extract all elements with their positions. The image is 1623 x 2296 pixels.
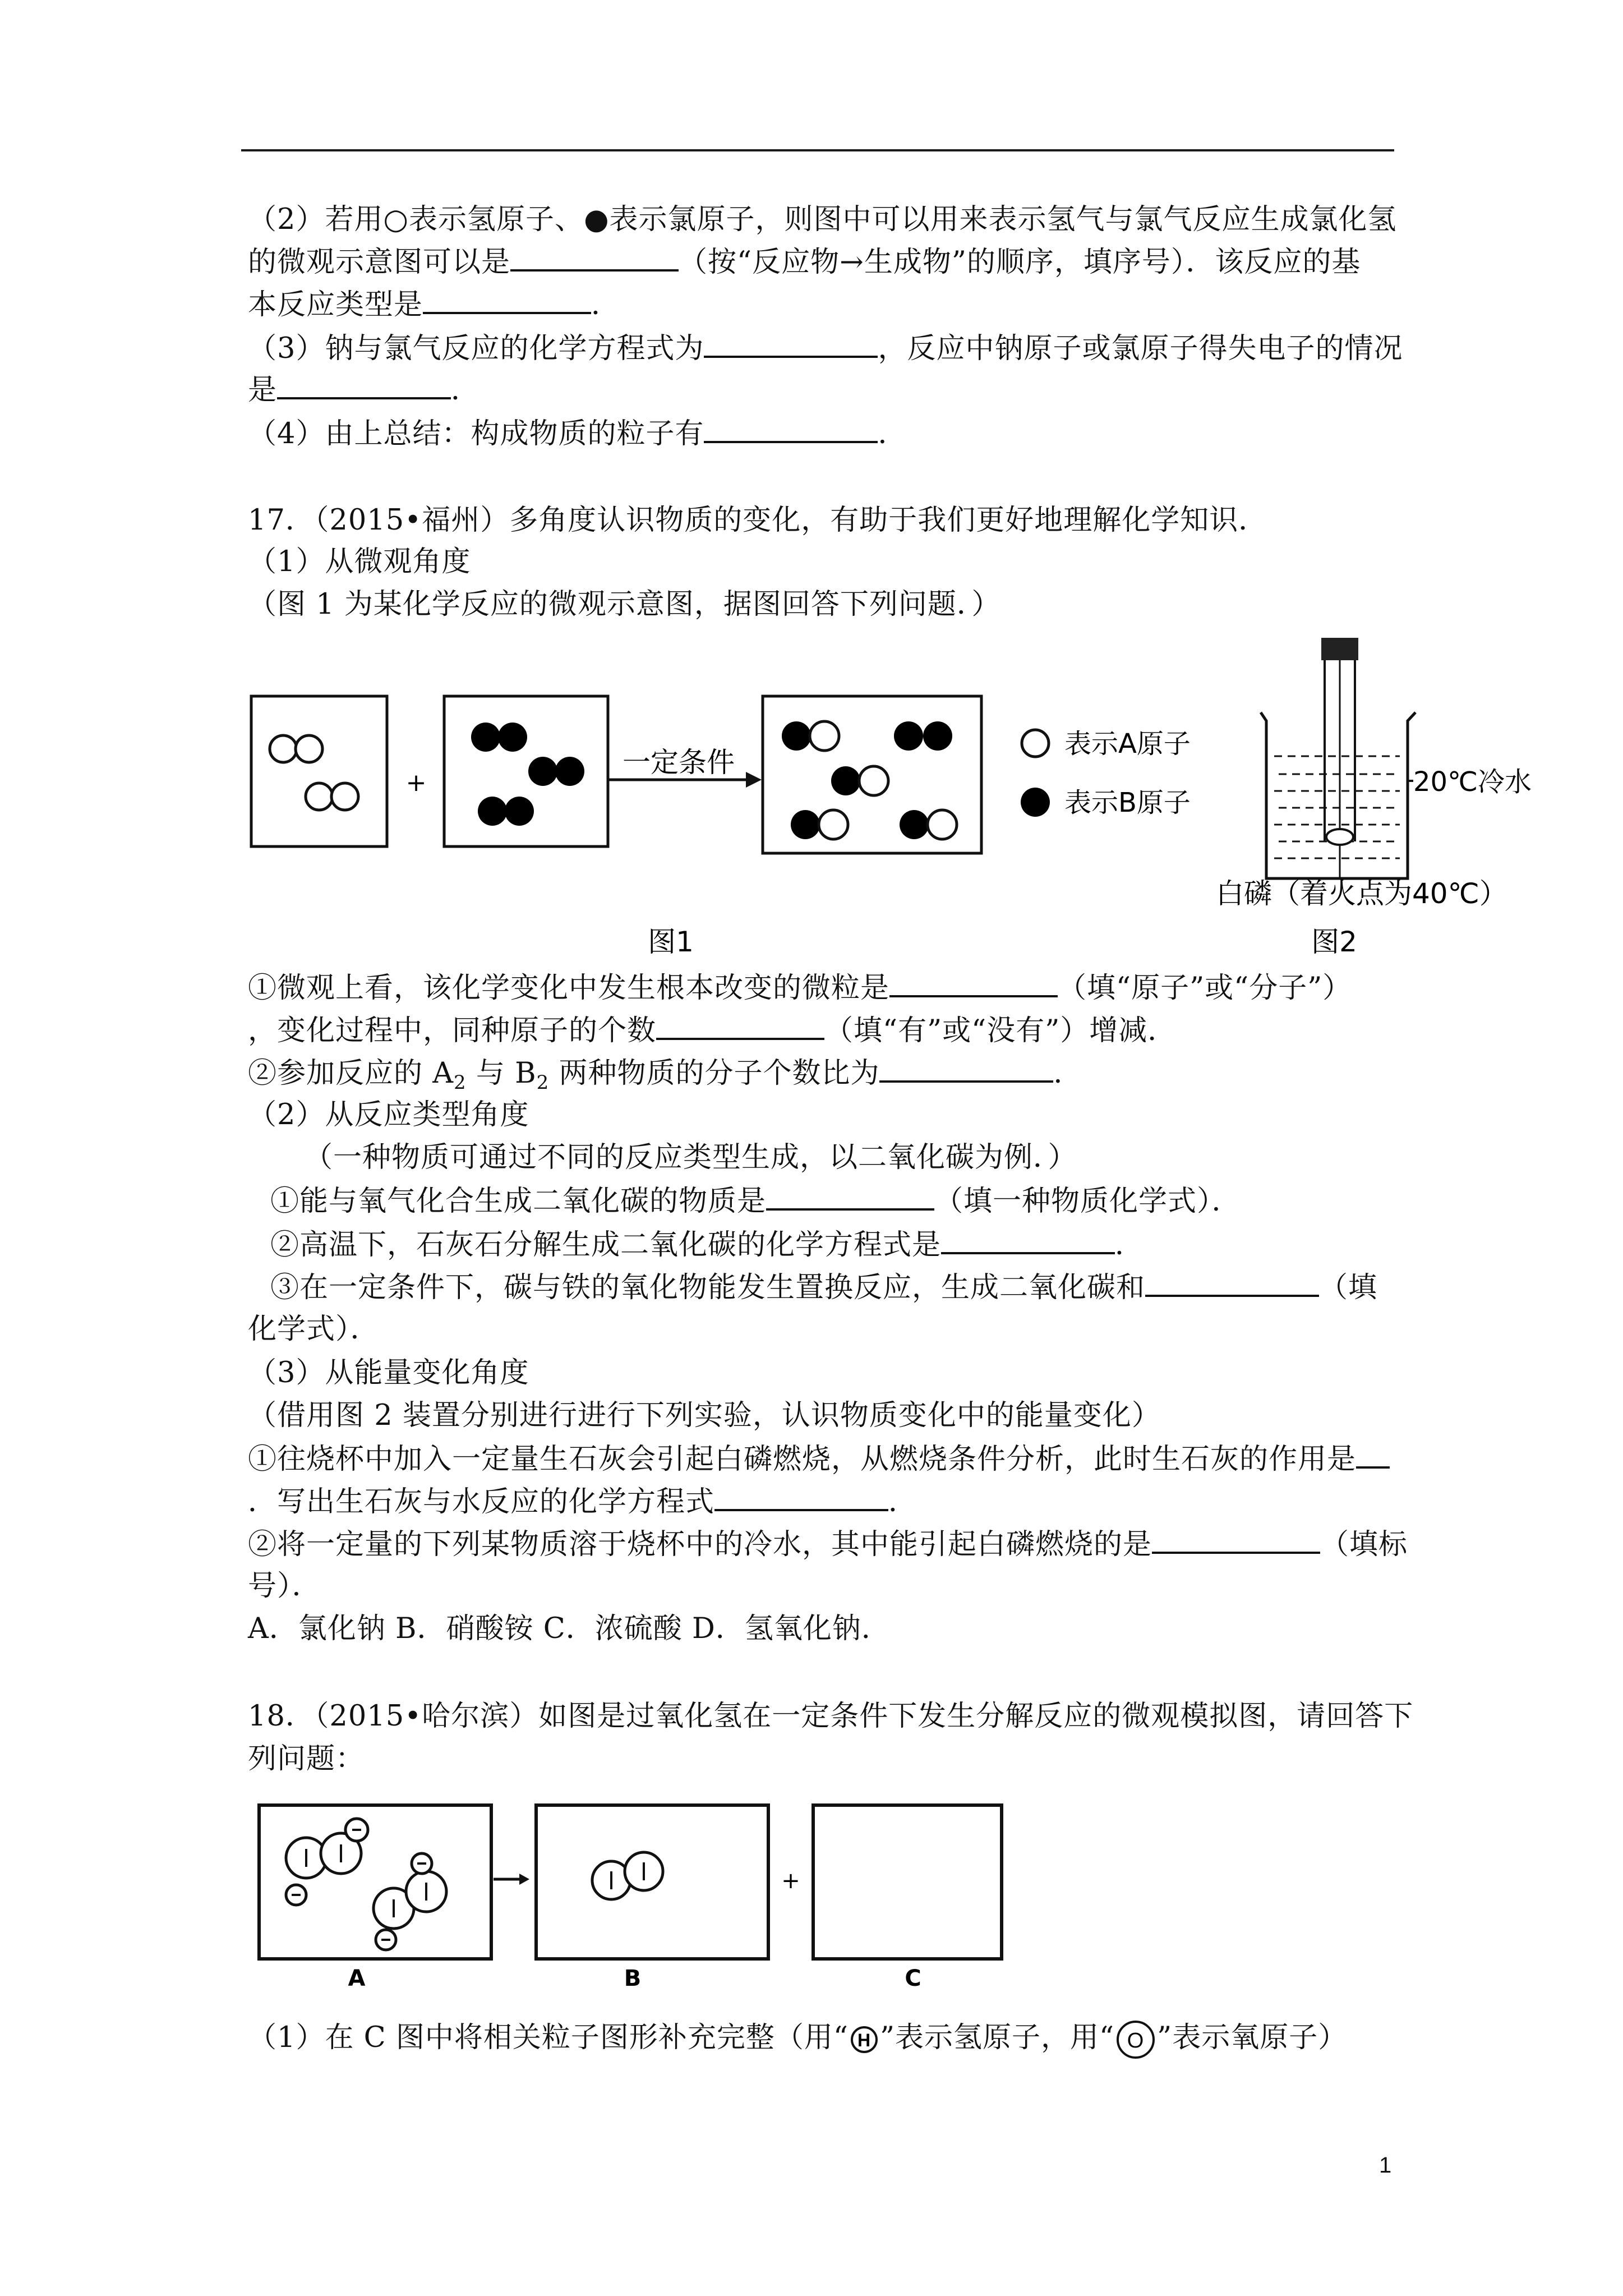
q17-1-1-line1: ①微观上看，该化学变化中发生根本改变的微粒是 （填“原子”或“分子”）: [248, 972, 1352, 1005]
q16-part3-line1: （3）钠与氯气反应的化学方程式为 ，反应中钠原子或氯原子得失电子的情况: [248, 332, 1403, 365]
q17-3-1-line1: ①往烧杯中加入一定量生石灰会引起白磷燃烧，从燃烧条件分析，此时生石灰的作用是: [248, 1442, 1390, 1476]
legend-a-label: 表示A原子: [1064, 728, 1191, 760]
q17-3-1-line2: ．写出生石灰与水反应的化学方程式 ．: [248, 1485, 918, 1519]
o2-molecule: [592, 1852, 663, 1899]
figure-1-caption: 图1: [648, 926, 694, 958]
box-c: [813, 1805, 1002, 1959]
fig1-plus: +: [405, 769, 427, 797]
svg-text:O: O: [1127, 2029, 1145, 2053]
label-a: A: [348, 1966, 366, 1991]
q17-2-3-cont: 化学式）．: [248, 1313, 380, 1346]
oxygen-atom-icon: [1114, 2018, 1157, 2061]
q18-title-cont: 列问题：: [248, 1742, 365, 1775]
q16-part4: （4）由上总结：构成物质的粒子有 ．: [248, 417, 907, 450]
q17-3-2-line1: ②将一定量的下列某物质溶于烧杯中的冷水，其中能引起白磷燃烧的是 （填标: [248, 1528, 1408, 1561]
q17-part2-intro: （一种物质可通过不同的反应类型生成，以二氧化碳为例．）: [304, 1141, 1077, 1174]
q17-part2-heading: （2）从反应类型角度: [248, 1098, 529, 1131]
figure-2-caption: 图2: [1311, 926, 1357, 958]
q17-part3-intro: （借用图 2 装置分别进行进行下列实验，认识物质变化中的能量变化）: [248, 1399, 1161, 1432]
q16-part2-line1: （2）若用○表示氢原子、●表示氯原子，则图中可以用来表示氢气与氯气反应生成氯化氢: [248, 203, 1397, 236]
q17-3-2-line2: 号）．: [248, 1570, 321, 1603]
q17-1-2: ②参加反应的 $A_2$ 与 $B_2$ 两种物质的分子个数比为 ．: [248, 1057, 1083, 1094]
q17-3-2-options: A．氯化钠 B．硝酸铵 C．浓硫酸 D．氢氧化钠．: [248, 1612, 891, 1645]
q17-part1-intro: （图 1 为某化学反应的微观示意图，据图回答下列问题．）: [248, 588, 1001, 621]
water-label: 20℃冷水: [1413, 766, 1532, 798]
q18-part1: （1）在 C 图中将相关粒子图形补充完整（用“ H ”表示氢原子，用“ O ”表示氧原子）: [248, 2018, 1347, 2061]
q17-1-1-line2: ，变化过程中，同种原子的个数 （填“有”或“没有”）增减．: [248, 1014, 1177, 1047]
q17-part1-heading: （1）从微观角度: [248, 545, 471, 578]
label-c: C: [905, 1966, 921, 1991]
fig3-plus: +: [781, 1868, 800, 1894]
q18-title: 18．（2015•哈尔滨）如图是过氧化氢在一定条件下发生分解反应的微观模拟图，请回答下: [248, 1700, 1414, 1733]
legend-b-label: 表示B原子: [1064, 787, 1191, 818]
svg-text:H: H: [857, 2030, 872, 2050]
q17-title: 17．（2015•福州）多角度认识物质的变化，有助于我们更好地理解化学知识．: [248, 504, 1268, 537]
page-number: 1: [1379, 2153, 1392, 2178]
hydrogen-atom-icon: [849, 2024, 880, 2055]
q16-part2-line2: 的微观示意图可以是 （按“反应物→生成物”的顺序，填序号）．该反应的基: [248, 246, 1361, 279]
phosphorus-label: 白磷（着火点为40℃）: [1216, 877, 1507, 910]
q16-part3-line2: 是 ．: [248, 374, 481, 407]
q17-2-2: ②高温下，石灰石分解生成二氧化碳的化学方程式是 ．: [270, 1228, 1145, 1262]
q17-part3-heading: （3）从能量变化角度: [248, 1356, 529, 1389]
label-b: B: [624, 1966, 642, 1991]
reaction-condition: 一定条件: [623, 746, 735, 779]
h2o2-molecules: [286, 1819, 446, 1950]
q17-2-1: ①能与氧气化合生成二氧化碳的物质是 （填一种物质化学式）．: [270, 1185, 1241, 1218]
q16-part2-line3: 本反应类型是 ．: [248, 288, 621, 321]
q17-2-3: ③在一定条件下，碳与铁的氧化物能发生置换反应，生成二氧化碳和 （填: [270, 1271, 1378, 1304]
fig3-arrow-head: [519, 1874, 529, 1885]
